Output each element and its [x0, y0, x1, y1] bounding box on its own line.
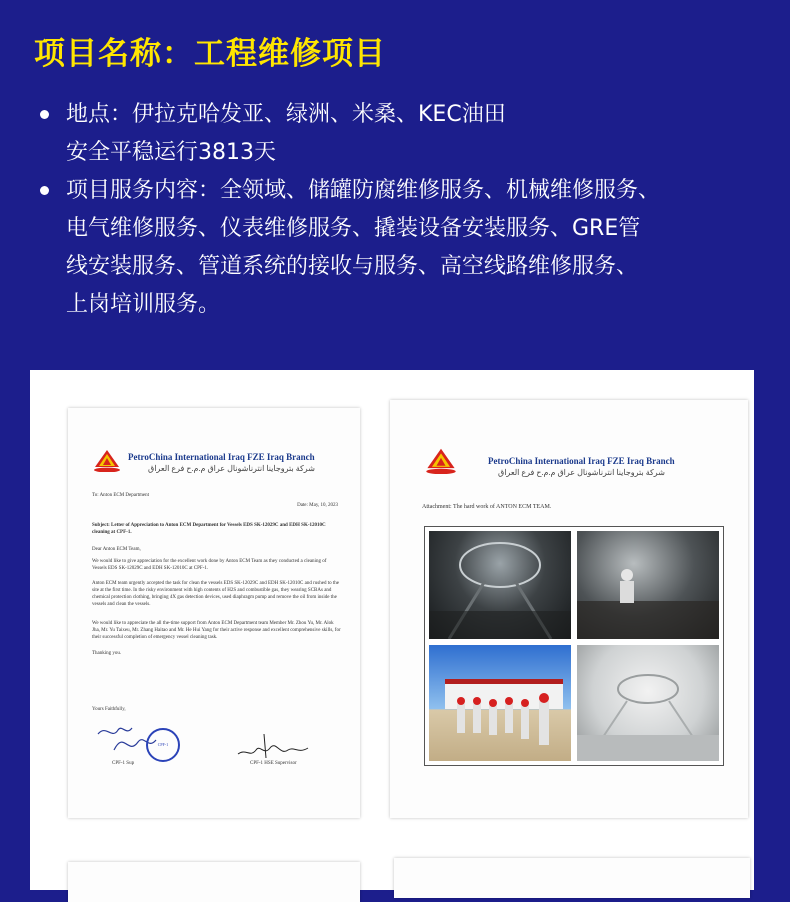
bullet-dot-icon — [40, 186, 49, 195]
petrochina-logo-icon — [92, 446, 122, 472]
services-bullet — [36, 172, 756, 324]
location-bullet — [36, 96, 756, 172]
letter-date: Date: May, 10, 2023 — [297, 503, 338, 508]
letter-paragraph: We would like to appreciate the all the-time support from Anton ECM Department team Member Mr. Zhou Yu, Mr. Alok Jha, Mr. Yu Taixeu, Mr. Zhang Haitao and Mr. He Hui Yang for their active response and excellent comprehensive skills, for their successful completion of emergency vessel cleaning task. — [92, 621, 341, 640]
letter-paragraph: We would like to give appreciation for the excellent work done by Anton ECM Team as they conducted a cleaning of Vessels EDS SK-12029C and EDH SK-12010C at CPF-1. — [92, 559, 327, 571]
document-page-partial — [68, 862, 360, 902]
services-text-line: 项目服务内容：全领域、储罐防腐维修服务、机械维修服务、 — [66, 178, 661, 203]
letter-paragraph: Anton ECM team urgently accepted the task for clean the vessels EDS SK-12029C and EDH SK-12010C and rushed to the site at the first time. In the risky environment with high contents of H2S and combustible gas, they wearing SCBAs and chemical protection clothing, bringing 4X gas detection devices, used diaphragm pump and remove the oil from inside the vessels and clean the vessels. — [92, 581, 339, 607]
worker-in-vessel-photo — [577, 531, 719, 639]
signatory-2-title: CPF-1 HSE Supervisor — [250, 761, 297, 766]
services-text-line: 电气维修服务、仪表维修服务、撬装设备安装服务、GRE管 — [66, 216, 641, 241]
safety-days-text: 安全平稳运行3813天 — [66, 140, 276, 165]
document-page-partial — [394, 858, 750, 898]
petrochina-logo-icon — [424, 444, 458, 474]
company-name-en: PetroChina International Iraq FZE Iraq Branch — [128, 452, 315, 462]
project-details — [36, 96, 756, 324]
services-text-line: 线安装服务、管道系统的接收与服务、高空线路维修服务、 — [66, 254, 639, 279]
attachment-caption: Attachment: The hard work of ANTON ECM TEAM. — [422, 504, 552, 510]
letter-recipient: To: Anton ECM Department — [92, 493, 150, 498]
vessel-interior-photo — [429, 531, 571, 639]
location-text: 地点：伊拉克哈发亚、绿洲、米桑、KEC油田 — [66, 102, 506, 127]
page-title: 项目名称：工程维修项目 — [34, 36, 386, 72]
signatory-1-title: CPF-1 Sup — [112, 761, 135, 766]
signature-2-icon — [236, 730, 316, 762]
company-name-ar: شركة بتروجاينا انترناشونال عراق م.م.ح فرع العراق — [148, 464, 315, 473]
company-name-ar: شركة بتروجاينا انترناشونال عراق م.م.ح فرع العراق — [498, 468, 665, 477]
letter-thanks: Thanking you. — [92, 651, 122, 656]
letter-subject: Subject: Letter of Appreciation to Anton ECM Department for Vessels EDS SK-12029C and EDH SK-12010C cleaning at CPF-1. — [92, 523, 326, 535]
attachment-page — [390, 400, 748, 818]
documents-panel — [30, 370, 754, 890]
letter-closing: Yours Faithfully, — [92, 707, 126, 712]
company-stamp-icon: CPF-1 — [146, 728, 180, 762]
photo-grid — [424, 526, 724, 766]
letter-greeting: Dear Anton ECM Team, — [92, 547, 141, 552]
cleaned-vessel-photo — [577, 645, 719, 761]
bullet-dot-icon — [40, 110, 49, 119]
appreciation-letter — [68, 408, 360, 818]
team-on-site-photo — [429, 645, 571, 761]
company-name-en: PetroChina International Iraq FZE Iraq Branch — [488, 456, 675, 466]
services-text-line: 上岗培训服务。 — [66, 292, 221, 317]
